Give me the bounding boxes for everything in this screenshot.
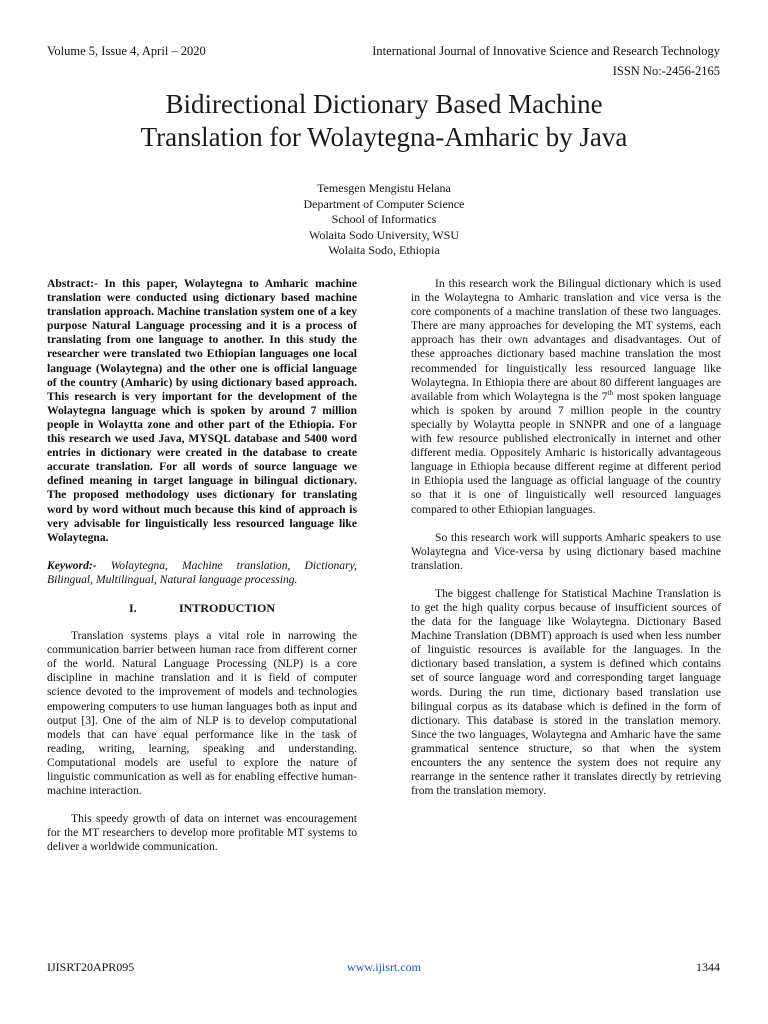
keywords: [47, 559, 357, 587]
journal-name: International Journal of Innovative Science and Research Technology: [372, 44, 720, 58]
intro-paragraph-2: This speedy growth of data on internet was encouragement for the MT researchers to develop more profitable MT systems to deliver a worldwide communication.: [47, 812, 357, 854]
right-column: [411, 277, 721, 798]
footer-website-link[interactable]: www.ijisrt.com: [347, 960, 421, 974]
ordinal-superscript: th: [607, 387, 614, 397]
author-department: Department of Computer Science: [303, 196, 465, 211]
author-university: Wolaita Sodo University, WSU: [308, 227, 460, 242]
left-column: [47, 277, 357, 854]
paper-title: [40, 88, 728, 154]
author-school: School of Informatics: [331, 212, 437, 226]
body-paragraph-1-part-b: most spoken language which is spoken by around 7 million people in the country specially by Wolaytta people in SNNPR and one of a language with few resource published electronically in internet and other different media. Oppositely Amharic is historically advantageous language in Ethiopia because different regime at different period in Ethiopia used the language as official language of the country so that it is one of linguistically well resourced languages compared to other Ethiopian languages.: [411, 389, 722, 516]
section-title: INTRODUCTION: [178, 600, 275, 615]
section-number: I.: [128, 600, 137, 615]
body-paragraph-1-part-a: In this research work the Bilingual dictionary which is used in the Wolaytegna to Amharic translation and vice versa is the core components of a machine translation of these two languages. There are many approaches for developing the MT systems, each approach has their own advantages and disadvantages. Out of these approaches dictionary based machine translation the most recommended for linguistically less resourced language like Wolaytegna. In Ethiopia there are about 80 different languages are available from which Wolaytegna is the 7: [411, 277, 721, 403]
abstract: Abstract:- In this paper, Wolaytegna to Amharic machine translation were conducted using dictionary based machine translation approach. Machine translation system one of a key purpose Natural Language processing and it is a process of translating from one language to another. In this study the researcher were translated two Ethiopian languages one local language (Wolaytegna) and the other one is official language of the country (Amharic) by using dictionary based approach. This research is very important for the development of the Wolaytegna language which is spoken by around 7 million people in Wolaytta zone and other part of the Ethiopia. For this research we used Java, MYSQL database and 5400 word entries in dictionary were created in the database to create accurate translation. For all words of source language we defined meaning in target language in bilingual dictionary. The proposed methodology uses dictionary for translating word by word without much because this kind of approach is very advisable for linguistically less resourced language like Wolaytegna.: [47, 277, 357, 544]
footer-paper-id: IJISRT20APR095: [47, 960, 135, 974]
author-name: Temesgen Mengistu Helana: [317, 181, 451, 195]
body-paragraph-3: The biggest challenge for Statistical Machine Translation is to get the high quality corpus because of insufficient sources of the data for the language like Wolaytegna. Dictionary Based Machine Translation (DBMT) approach is used when less number of linguistic resources is available for the languages. In the dictionary based translation, a system is defined which contains set of source language word and corresponding target language words. During the run time, dictionary based translation use bilingual corpus as its database which is defined in the form of dictionary. This database is stored in the translation memory. Since the two languages, Wolaytegna and Amharic have the same grammatical sentence structure, so that when the system encounters the any sentence the system does not require any rearrange in the sentence rather it translates directly by retrieving from the translation memory.: [411, 586, 721, 798]
paper-title-line-1: Bidirectional Dictionary Based Machine: [165, 89, 603, 119]
journal-volume: Volume 5, Issue 4, April – 2020: [47, 44, 206, 58]
body-paragraph-2: So this research work will supports Amharic speakers to use Wolaytegna and Vice-versa by using dictionary based machine translation.: [411, 530, 721, 572]
author-block: [0, 181, 768, 259]
intro-paragraph-1: Translation systems plays a vital role in narrowing the communication barrier between human race from different corner of the world. Natural Language Processing (NLP) is a core discipline in machine translation and it is field of computer science devoted to the improvement of models and technologies empowering computers to use human languages both as input and output [3]. One of the aim of NLP is to develop computational models that can have equal performance like in the task of reading, writing, learning, speaking and understanding. Computational models are useful to explore the nature of linguistic communication as well as for enabling effective human-machine interaction.: [47, 629, 357, 798]
keywords-label: Keyword:-: [47, 558, 97, 572]
body-paragraph-1: [411, 277, 721, 517]
author-location: Wolaita Sodo, Ethiopia: [328, 243, 440, 257]
journal-issn: ISSN No:-2456-2165: [612, 64, 720, 78]
section-heading-introduction: [47, 601, 357, 615]
footer-page-number: 1344: [696, 960, 720, 974]
paper-title-line-2: Translation for Wolaytegna-Amharic by Java: [140, 122, 628, 152]
keywords-text: Wolaytegna, Machine translation, Dictionary, Bilingual, Multilingual, Natural language processing.: [47, 558, 357, 586]
